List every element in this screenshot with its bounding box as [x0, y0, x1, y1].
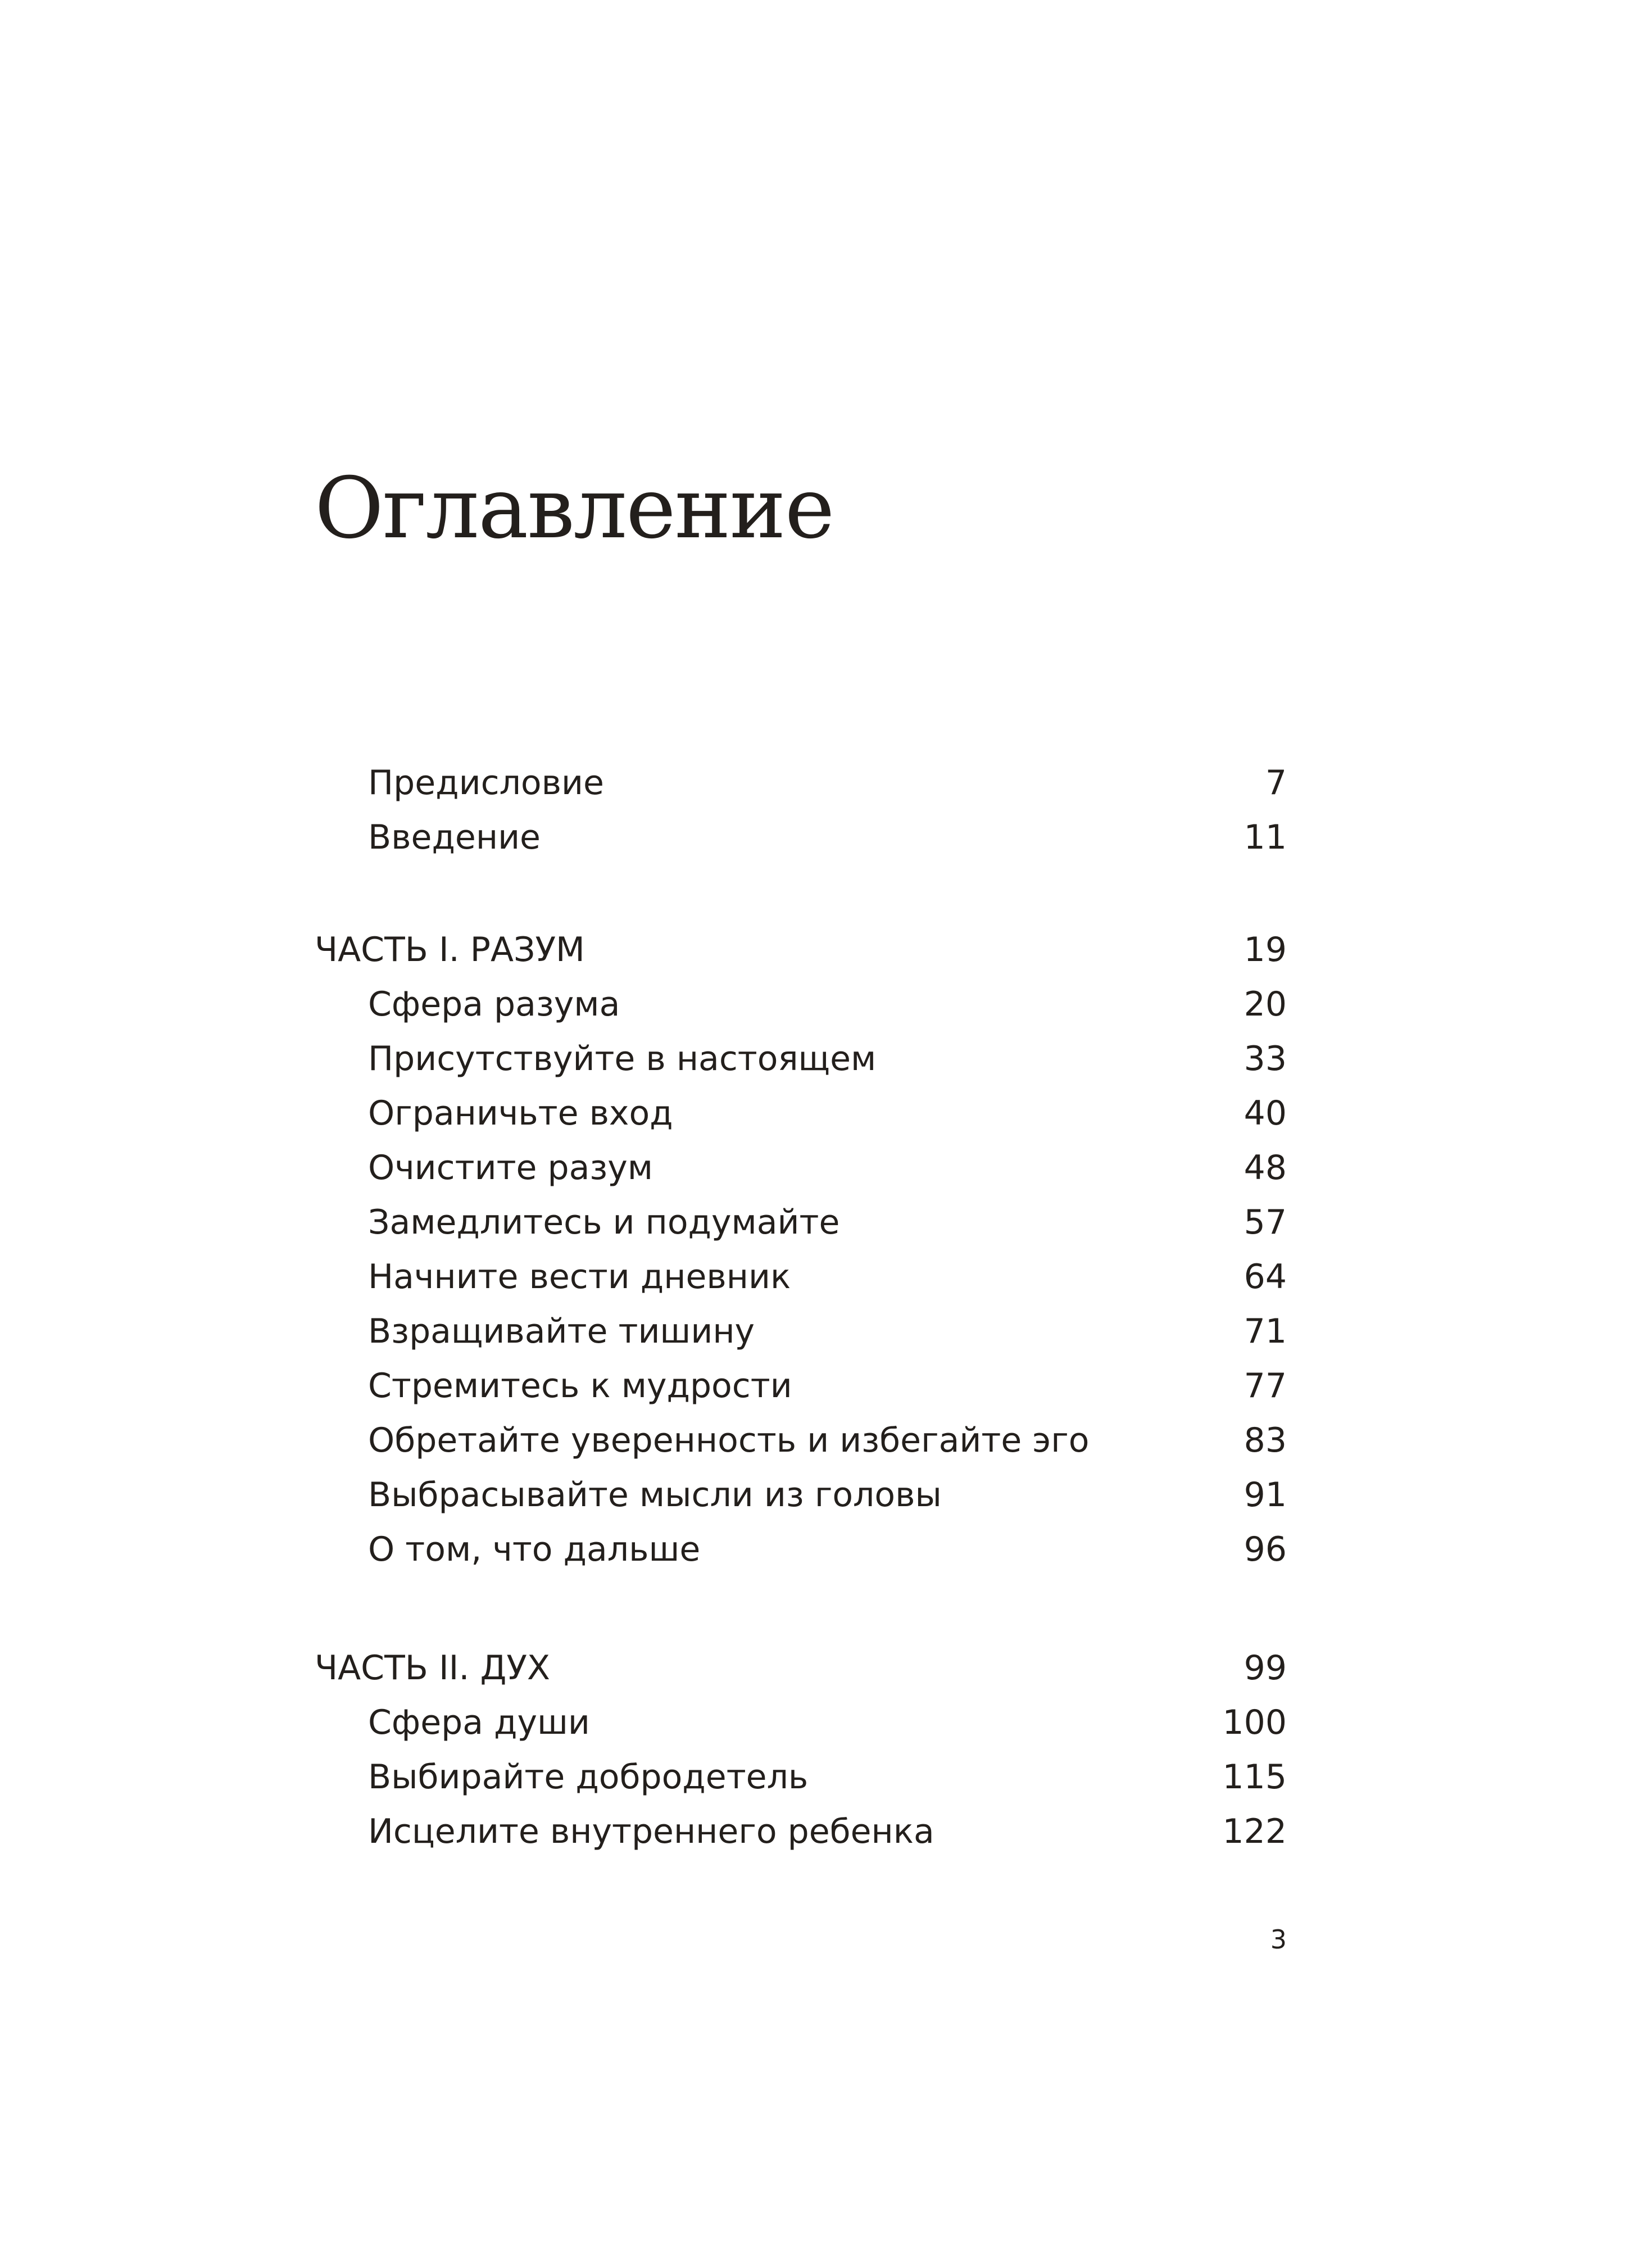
- toc-entry-page: 96: [1243, 1530, 1287, 1569]
- toc-entry-page: 48: [1243, 1148, 1287, 1188]
- toc-entry-page: 7: [1265, 763, 1287, 803]
- toc-part-title: ЧАСТЬ II. ДУХ: [315, 1648, 551, 1688]
- toc-entry-page: 11: [1243, 818, 1287, 857]
- toc-entry-title: Обретайте уверенность и избегайте эго: [368, 1421, 1090, 1460]
- toc-entry[interactable]: [368, 980, 1287, 1028]
- toc-entry-title: Выбирайте добродетель: [368, 1757, 809, 1797]
- toc-entry-title: Присутствуйте в настоящем: [368, 1039, 877, 1078]
- toc-entry[interactable]: [368, 1698, 1287, 1747]
- toc-entry-page: 83: [1243, 1421, 1287, 1460]
- toc-entry[interactable]: [368, 1753, 1287, 1801]
- toc-entry[interactable]: [368, 1198, 1287, 1247]
- toc-entry-title: Сфера разума: [368, 985, 620, 1024]
- toc-part-page: 99: [1243, 1648, 1287, 1688]
- toc-entry[interactable]: [368, 1471, 1287, 1519]
- toc-entry-page: 57: [1243, 1203, 1287, 1242]
- page-number: 3: [1270, 1924, 1287, 1955]
- toc-entry-title: Замедлитесь и подумайте: [368, 1203, 840, 1242]
- toc-entry-title: Сфера души: [368, 1703, 590, 1742]
- toc-entry[interactable]: [368, 1525, 1287, 1574]
- toc-entry-title: Ограничьте вход: [368, 1094, 673, 1133]
- toc-part-heading-1[interactable]: [315, 926, 1287, 974]
- toc-part-title: ЧАСТЬ I. РАЗУМ: [315, 930, 585, 969]
- toc-entry-page: 40: [1243, 1094, 1287, 1133]
- toc-entry-title: Предисловие: [368, 763, 604, 803]
- toc-entry[interactable]: [368, 1089, 1287, 1137]
- toc-entry-title: О том, что дальше: [368, 1530, 701, 1569]
- toc-entry-page: 115: [1222, 1757, 1287, 1797]
- toc-entry-page: 64: [1243, 1257, 1287, 1297]
- toc-entry-page: 91: [1243, 1475, 1287, 1515]
- toc-part-heading-2[interactable]: [315, 1644, 1287, 1692]
- toc-entry-title: Выбрасывайте мысли из головы: [368, 1475, 942, 1515]
- toc-entry[interactable]: [368, 1144, 1287, 1192]
- toc-entry[interactable]: [368, 1307, 1287, 1356]
- toc-entry[interactable]: [368, 1362, 1287, 1410]
- toc-part-page: 19: [1243, 930, 1287, 969]
- toc-entry-title: Очистите разум: [368, 1148, 653, 1188]
- toc-entry[interactable]: [368, 1416, 1287, 1465]
- toc-entry-page: 100: [1222, 1703, 1287, 1742]
- toc-entry-title: Стремитесь к мудрости: [368, 1366, 792, 1406]
- toc-entry[interactable]: [368, 1253, 1287, 1301]
- toc-entry-title: Начните вести дневник: [368, 1257, 791, 1297]
- toc-entry-page: 77: [1243, 1366, 1287, 1406]
- toc-entry-foreword[interactable]: [368, 759, 1287, 807]
- page-title: Оглавление: [315, 460, 834, 558]
- toc-entry-title: Исцелите внутреннего ребенка: [368, 1812, 934, 1851]
- toc-entry-title: Взращивайте тишину: [368, 1312, 755, 1351]
- toc-entry-introduction[interactable]: [368, 813, 1287, 862]
- toc-entry[interactable]: [368, 1807, 1287, 1856]
- toc-entry[interactable]: [368, 1035, 1287, 1083]
- toc-entry-title: Введение: [368, 818, 541, 857]
- toc-entry-page: 33: [1243, 1039, 1287, 1078]
- toc-entry-page: 71: [1243, 1312, 1287, 1351]
- toc-entry-page: 122: [1222, 1812, 1287, 1851]
- toc-entry-page: 20: [1243, 985, 1287, 1024]
